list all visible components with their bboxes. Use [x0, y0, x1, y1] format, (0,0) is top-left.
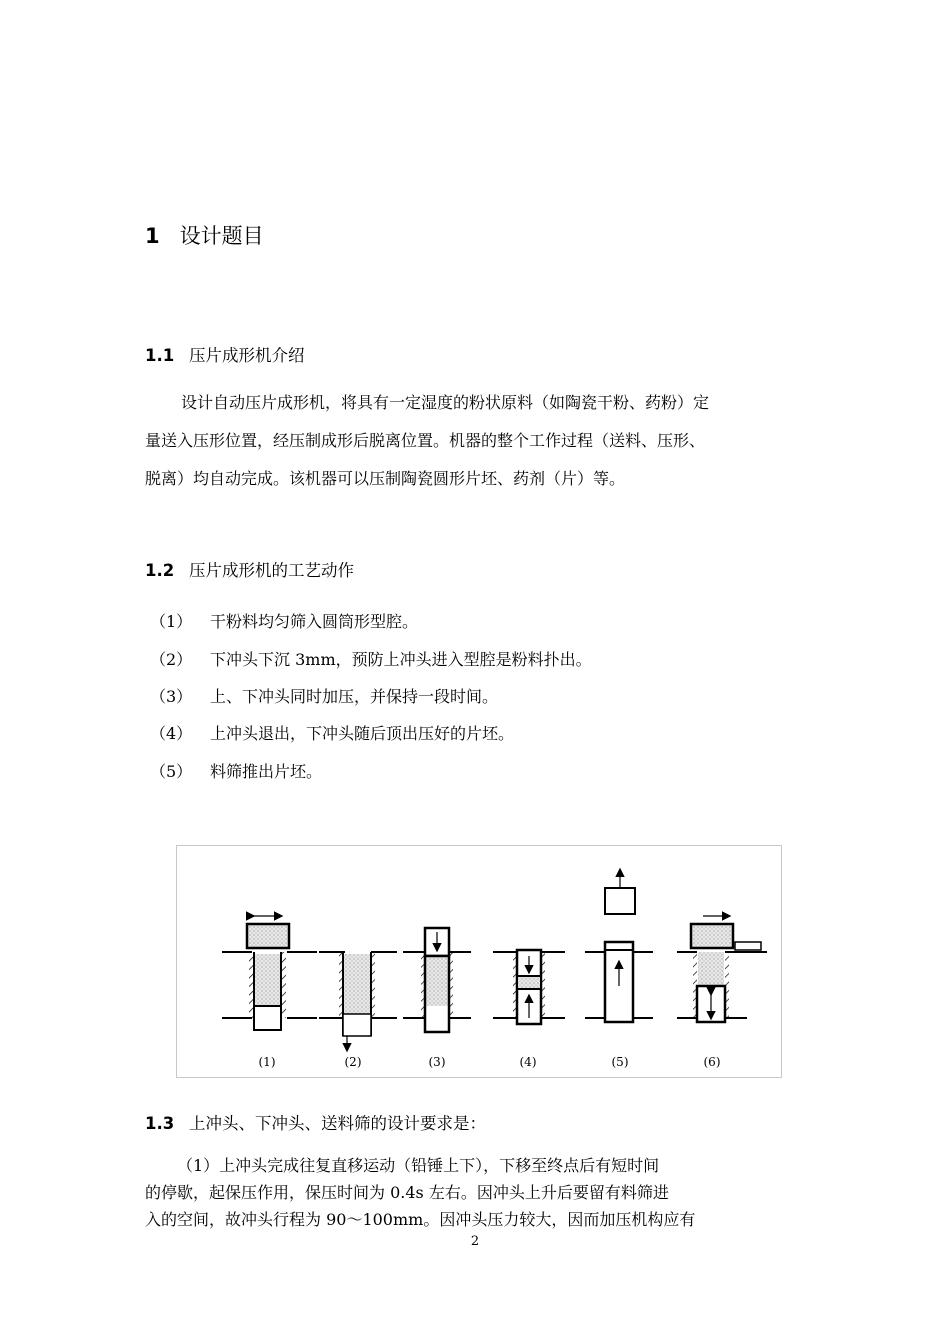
para-line-3: 入的空间，故冲头行程为 90～100mm。因冲头压力较大，因而加压机构应有: [145, 1210, 696, 1229]
step-index: （1）: [150, 612, 193, 631]
step-index: （2）: [150, 650, 193, 669]
section-1-heading: [145, 220, 264, 250]
process-step: [150, 684, 498, 707]
stage-label: (5): [611, 1055, 629, 1069]
step-text: 干粉料均匀筛入圆筒形型腔。: [210, 612, 419, 631]
stage-1: [222, 916, 317, 1030]
section-1-3-heading: [145, 1110, 486, 1134]
step-text: 料筛推出片坯。: [210, 762, 323, 781]
stage-label: (6): [703, 1055, 721, 1069]
step-text: 上、下冲头同时加压，并保持一段时间。: [210, 687, 499, 706]
para-line-3: 脱离）均自动完成。该机器可以压制陶瓷圆形片坯、药剂（片）等。: [145, 469, 626, 488]
step-index: （4）: [150, 724, 193, 743]
process-diagram-svg: [177, 846, 783, 1079]
para-line-1: 设计自动压片成形机，将具有一定湿度的粉状原料（如陶瓷干粉、药粉）定: [181, 393, 710, 412]
page-number: 2: [470, 1234, 480, 1249]
step-index: （3）: [150, 687, 193, 706]
section-1-1-number: 1.1: [145, 346, 175, 365]
section-1-2-heading: [145, 557, 354, 581]
section-1-number: 1: [145, 224, 160, 248]
stage-3: [403, 928, 471, 1032]
process-step: [150, 647, 592, 670]
stage-label: (3): [428, 1055, 446, 1069]
process-step: [150, 759, 322, 782]
section-1-2-number: 1.2: [145, 561, 175, 580]
section-1-1-title: 压片成形机介绍: [189, 346, 305, 365]
section-1-2-title: 压片成形机的工艺动作: [189, 561, 354, 580]
section-1-title: 设计题目: [179, 224, 264, 248]
stage-4: [493, 950, 565, 1024]
process-step: [150, 721, 514, 744]
stage-label: (4): [519, 1055, 537, 1069]
stage-2: [319, 952, 397, 1050]
process-diagram: [176, 845, 782, 1078]
stage-label: (2): [344, 1055, 362, 1069]
step-text: 上冲头退出，下冲头随后顶出压好的片坯。: [210, 724, 515, 743]
step-index: （5）: [150, 762, 193, 781]
section-1-3-paragraph: [145, 1152, 755, 1233]
para-line-2: 量送入压形位置，经压制成形后脱离位置。机器的整个工作过程（送料、压形、: [145, 431, 706, 450]
section-1-3-title: 上冲头、下冲头、送料筛的设计要求是：: [189, 1114, 486, 1133]
section-1-1-heading: [145, 342, 305, 366]
para-line-2: 的停歇，起保压作用，保压时间为 0.4s 左右。因冲头上升后要留有料筛进: [145, 1183, 669, 1202]
stage-5: [585, 870, 653, 1022]
para-line-1: （1）上冲头完成往复直移运动（铅锤上下），下移至终点后有短时间: [177, 1156, 660, 1175]
process-step: [150, 609, 418, 632]
stage-label: (1): [258, 1055, 276, 1069]
section-1-1-paragraph: [145, 384, 810, 498]
step-text: 下冲头下沉 3mm，预防上冲头进入型腔是粉料扑出。: [210, 650, 592, 669]
section-1-3-number: 1.3: [145, 1114, 175, 1133]
stage-6: [677, 916, 767, 1022]
